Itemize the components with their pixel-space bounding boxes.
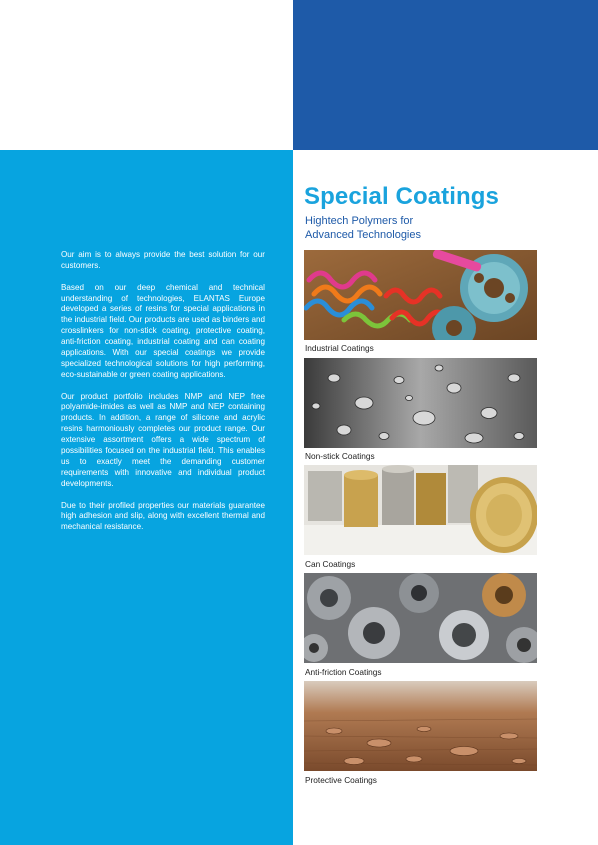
body-paragraph: Our aim is to always provide the best solution for our customers. bbox=[61, 250, 265, 270]
body-paragraph: Our product portfolio includes NMP and NEP free polyamide-imides as well as NMP and NEP containing products. In addition, a range of silicone and acrylic resins harmoniously completes our product range. Our extensive assortment offers a wide spectrum of possibilities focused on the industrial field. This enables us to exactly meet the demanding customer requirements with innovative and individual product developments. bbox=[61, 391, 265, 488]
bearings-illustration bbox=[304, 573, 537, 663]
water-droplets-illustration bbox=[304, 358, 537, 448]
subtitle-line: Advanced Technologies bbox=[305, 228, 421, 241]
body-paragraph: Due to their profiled properties our materials guarantee high adhesion and slip, along with excellent thermal and mechanical resistance. bbox=[61, 500, 265, 532]
protective-coatings-image bbox=[304, 681, 537, 771]
anti-friction-coatings-image bbox=[304, 573, 537, 663]
page-title: Special Coatings bbox=[304, 183, 499, 210]
springs-gears-illustration bbox=[304, 250, 537, 340]
intro-text-column bbox=[61, 250, 265, 544]
wood-surface-illustration bbox=[304, 681, 537, 771]
tin-cans-illustration bbox=[304, 465, 537, 555]
top-right-color-band bbox=[293, 0, 598, 150]
can-coatings-caption: Can Coatings bbox=[305, 559, 356, 569]
industrial-coatings-caption: Industrial Coatings bbox=[305, 343, 374, 353]
body-paragraph: Based on our deep chemical and technical understanding of technologies, ELANTAS Europe developed a series of resins for special applications in the industrial field. Our products are used as binders and crosslinkers for non-stick coating, protective coating, anti-friction coating, industrial coating and can coating applications. With our special coatings we provide specialized technological solutions for high performing, eco-sustainable or green coating applications. bbox=[61, 282, 265, 379]
subtitle-line: Hightech Polymers for bbox=[305, 215, 414, 227]
non-stick-coatings-image bbox=[304, 358, 537, 448]
anti-friction-coatings-caption: Anti-friction Coatings bbox=[305, 667, 382, 677]
non-stick-coatings-caption: Non-stick Coatings bbox=[305, 451, 375, 461]
page-subtitle bbox=[305, 215, 535, 242]
industrial-coatings-image bbox=[304, 250, 537, 340]
can-coatings-image bbox=[304, 465, 537, 555]
protective-coatings-caption: Protective Coatings bbox=[305, 775, 377, 785]
